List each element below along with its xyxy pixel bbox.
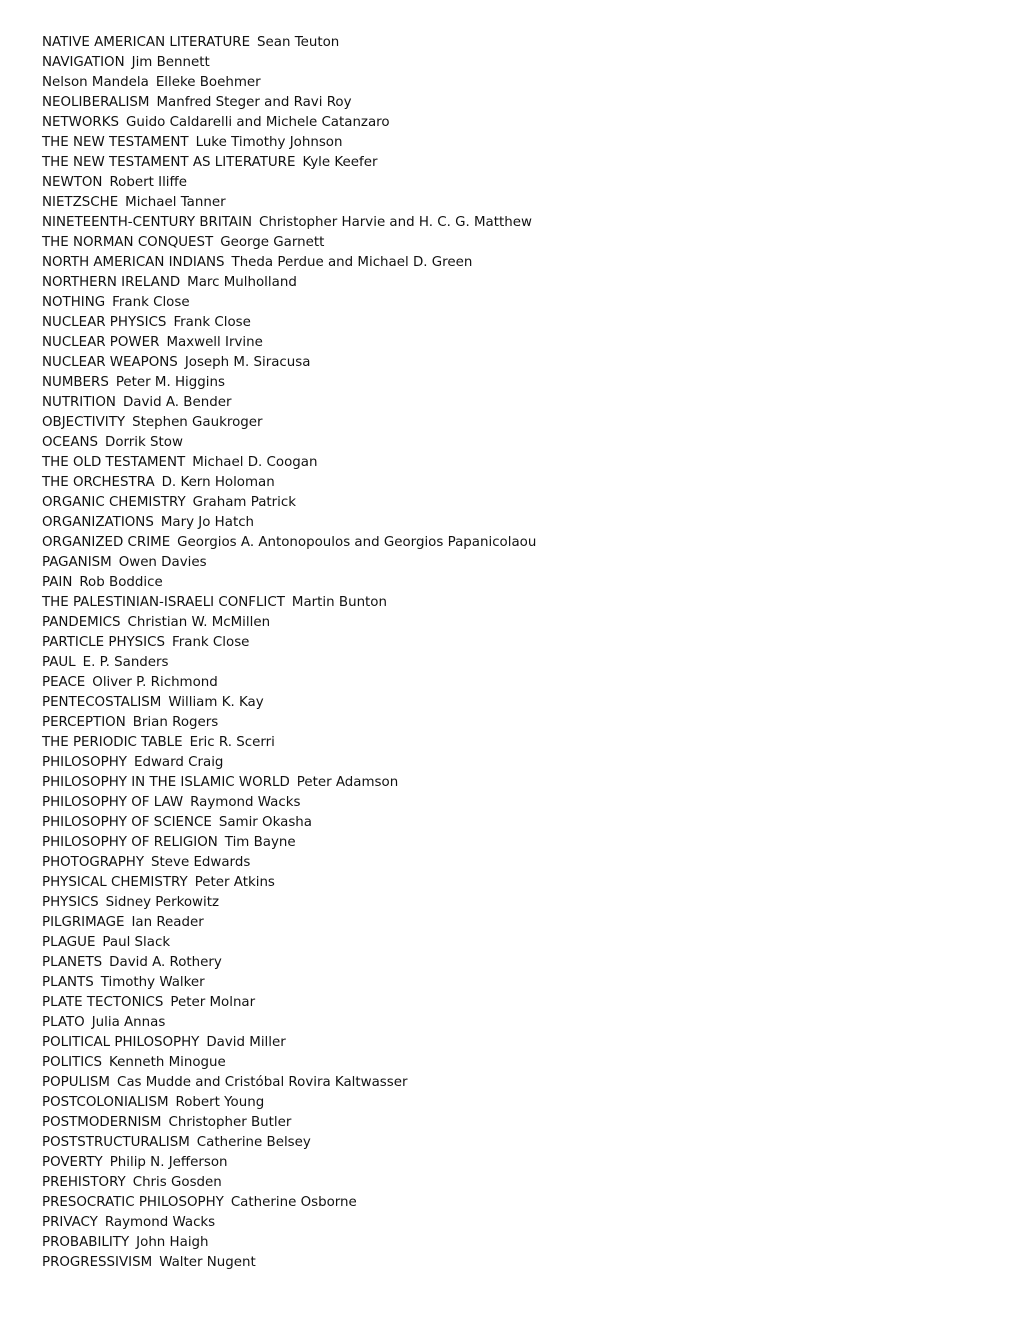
book-title: PANDEMICS [42,615,121,630]
book-author: Christian W. McMillen [127,615,271,630]
list-item [42,1093,1002,1113]
list-item [42,333,1002,353]
book-title: POPULISM [42,1075,110,1090]
book-author: Marc Mulholland [187,275,297,290]
book-author: Stephen Gaukroger [132,415,263,430]
book-title: PRESOCRATIC PHILOSOPHY [42,1195,224,1210]
book-author: Catherine Belsey [196,1135,311,1150]
book-author: Julia Annas [91,1015,166,1030]
book-title: POSTSTRUCTURALISM [42,1135,190,1150]
book-title: PROBABILITY [42,1235,130,1250]
book-title: PLAGUE [42,935,96,950]
book-author: Peter Molnar [170,995,256,1010]
book-author: D. Kern Holoman [161,475,275,490]
book-title: ORGANIC CHEMISTRY [42,495,186,510]
book-author: Raymond Wacks [104,1215,216,1230]
list-item [42,133,1002,153]
list-item [42,53,1002,73]
book-author: Robert Iliffe [109,175,187,190]
book-title: Nelson Mandela [42,75,149,90]
list-item [42,93,1002,113]
book-author: Eric R. Scerri [189,735,275,750]
book-author: Maxwell Irvine [166,335,263,350]
book-author: Steve Edwards [151,855,251,870]
book-title: NORTHERN IRELAND [42,275,181,290]
book-author: David A. Rothery [109,955,222,970]
book-title: PLANTS [42,975,94,990]
book-title: NOTHING [42,295,106,310]
book-title: THE PERIODIC TABLE [42,735,183,750]
book-author: Christopher Harvie and H. C. G. Matthew [259,215,532,230]
book-title: PHILOSOPHY OF LAW [42,795,184,810]
book-author: E. P. Sanders [82,655,169,670]
list-item [42,873,1002,893]
book-title: NUMBERS [42,375,109,390]
book-title: POVERTY [42,1155,103,1170]
list-item [42,793,1002,813]
book-list [42,33,1002,1273]
book-author: Philip N. Jefferson [109,1155,228,1170]
book-title: THE NEW TESTAMENT [42,135,189,150]
book-author: Joseph M. Siracusa [184,355,311,370]
book-title: PILGRIMAGE [42,915,125,930]
book-author: Raymond Wacks [190,795,301,810]
book-author: Owen Davies [118,555,207,570]
book-title: THE PALESTINIAN-ISRAELI CONFLICT [42,595,285,610]
list-item [42,353,1002,373]
list-item [42,653,1002,673]
book-title: NUCLEAR POWER [42,335,160,350]
book-author: Graham Patrick [192,495,297,510]
book-author: Catherine Osborne [230,1195,357,1210]
book-author: Paul Slack [102,935,171,950]
list-item [42,1153,1002,1173]
list-item [42,613,1002,633]
list-item [42,113,1002,133]
list-item [42,153,1002,173]
book-author: Peter Atkins [194,875,275,890]
book-author: Frank Close [172,635,250,650]
book-title: THE NEW TESTAMENT AS LITERATURE [42,155,296,170]
list-item [42,533,1002,553]
book-title: NETWORKS [42,115,120,130]
list-item [42,1233,1002,1253]
list-item [42,1193,1002,1213]
list-item [42,253,1002,273]
book-title: PHYSICAL CHEMISTRY [42,875,188,890]
book-title: PHILOSOPHY OF SCIENCE [42,815,212,830]
book-author: David A. Bender [122,395,232,410]
book-title: PHILOSOPHY OF RELIGION [42,835,218,850]
list-item [42,193,1002,213]
book-title: PROGRESSIVISM [42,1255,153,1270]
book-author: Michael D. Coogan [192,455,318,470]
book-title: PHILOSOPHY IN THE ISLAMIC WORLD [42,775,290,790]
list-item [42,1013,1002,1033]
book-author: Cas Mudde and Cristóbal Rovira Kaltwasser [116,1075,408,1090]
book-title: POSTCOLONIALISM [42,1095,169,1110]
book-author: Georgios A. Antonopoulos and Georgios Papanicolaou [177,535,537,550]
book-author: Rob Boddice [79,575,163,590]
book-title: ORGANIZATIONS [42,515,154,530]
book-author: Samir Okasha [218,815,312,830]
book-title: PAIN [42,575,73,590]
book-title: POLITICS [42,1055,103,1070]
list-item [42,473,1002,493]
book-author: Frank Close [173,315,251,330]
book-title: NUCLEAR PHYSICS [42,315,167,330]
book-title: NUTRITION [42,395,116,410]
list-item [42,1033,1002,1053]
list-item [42,553,1002,573]
book-title: NEOLIBERALISM [42,95,150,110]
list-item [42,433,1002,453]
book-author: Tim Bayne [224,835,296,850]
list-item [42,813,1002,833]
book-title: OCEANS [42,435,99,450]
list-item [42,1253,1002,1273]
list-item [42,33,1002,53]
book-title: NATIVE AMERICAN LITERATURE [42,35,251,50]
list-item [42,273,1002,293]
list-item [42,673,1002,693]
book-author: Theda Perdue and Michael D. Green [231,255,473,270]
book-author: Luke Timothy Johnson [195,135,343,150]
book-author: Edward Craig [133,755,224,770]
list-item [42,493,1002,513]
book-author: William K. Kay [168,695,264,710]
book-title: PLATO [42,1015,85,1030]
book-author: Mary Jo Hatch [160,515,255,530]
book-title: PHYSICS [42,895,99,910]
book-title: THE ORCHESTRA [42,475,155,490]
book-title: PERCEPTION [42,715,126,730]
list-item [42,733,1002,753]
book-title: PEACE [42,675,86,690]
book-title: PARTICLE PHYSICS [42,635,165,650]
book-author: Martin Bunton [291,595,387,610]
book-title: NAVIGATION [42,55,125,70]
book-title: OBJECTIVITY [42,415,126,430]
book-title: PHILOSOPHY [42,755,127,770]
list-item [42,233,1002,253]
book-title: PAGANISM [42,555,112,570]
list-item [42,593,1002,613]
book-title: NINETEENTH-CENTURY BRITAIN [42,215,253,230]
book-author: Timothy Walker [100,975,205,990]
book-title: NEWTON [42,175,103,190]
list-item [42,413,1002,433]
book-title: THE NORMAN CONQUEST [42,235,214,250]
list-item [42,773,1002,793]
book-author: Sidney Perkowitz [105,895,220,910]
book-author: Peter Adamson [296,775,399,790]
list-item [42,573,1002,593]
list-item [42,73,1002,93]
book-title: ORGANIZED CRIME [42,535,171,550]
list-item [42,313,1002,333]
list-item [42,973,1002,993]
book-author: Manfred Steger and Ravi Roy [156,95,352,110]
book-author: Peter M. Higgins [115,375,225,390]
book-author: Guido Caldarelli and Michele Catanzaro [126,115,390,130]
document-page [42,33,1002,1273]
book-author: Christopher Butler [168,1115,292,1130]
list-item [42,853,1002,873]
book-title: NUCLEAR WEAPONS [42,355,178,370]
book-title: PLANETS [42,955,103,970]
book-author: Elleke Boehmer [155,75,261,90]
book-author: Ian Reader [131,915,204,930]
book-title: NIETZSCHE [42,195,119,210]
book-title: PAUL [42,655,76,670]
book-author: Jim Bennett [131,55,210,70]
list-item [42,893,1002,913]
list-item [42,1213,1002,1233]
book-author: George Garnett [220,235,325,250]
book-title: PLATE TECTONICS [42,995,164,1010]
list-item [42,1073,1002,1093]
list-item [42,1053,1002,1073]
list-item [42,453,1002,473]
book-title: PREHISTORY [42,1175,126,1190]
book-title: PHOTOGRAPHY [42,855,145,870]
list-item [42,293,1002,313]
book-title: THE OLD TESTAMENT [42,455,186,470]
list-item [42,693,1002,713]
list-item [42,633,1002,653]
book-author: Kyle Keefer [302,155,378,170]
book-title: NORTH AMERICAN INDIANS [42,255,225,270]
book-author: Oliver P. Richmond [92,675,218,690]
book-author: Michael Tanner [125,195,226,210]
list-item [42,993,1002,1013]
list-item [42,833,1002,853]
list-item [42,913,1002,933]
book-author: Robert Young [175,1095,265,1110]
list-item [42,1113,1002,1133]
book-author: Brian Rogers [132,715,219,730]
list-item [42,513,1002,533]
list-item [42,713,1002,733]
book-author: Chris Gosden [132,1175,222,1190]
book-author: Frank Close [112,295,190,310]
book-author: Dorrik Stow [105,435,183,450]
book-title: PRIVACY [42,1215,98,1230]
book-author: Walter Nugent [159,1255,256,1270]
list-item [42,1173,1002,1193]
book-title: PENTECOSTALISM [42,695,162,710]
list-item [42,933,1002,953]
book-author: Kenneth Minogue [109,1055,226,1070]
list-item [42,373,1002,393]
book-title: POSTMODERNISM [42,1115,162,1130]
book-author: Sean Teuton [257,35,340,50]
list-item [42,953,1002,973]
list-item [42,753,1002,773]
list-item [42,1133,1002,1153]
list-item [42,173,1002,193]
list-item [42,213,1002,233]
list-item [42,393,1002,413]
book-author: David Miller [206,1035,286,1050]
book-title: POLITICAL PHILOSOPHY [42,1035,200,1050]
book-author: John Haigh [136,1235,209,1250]
